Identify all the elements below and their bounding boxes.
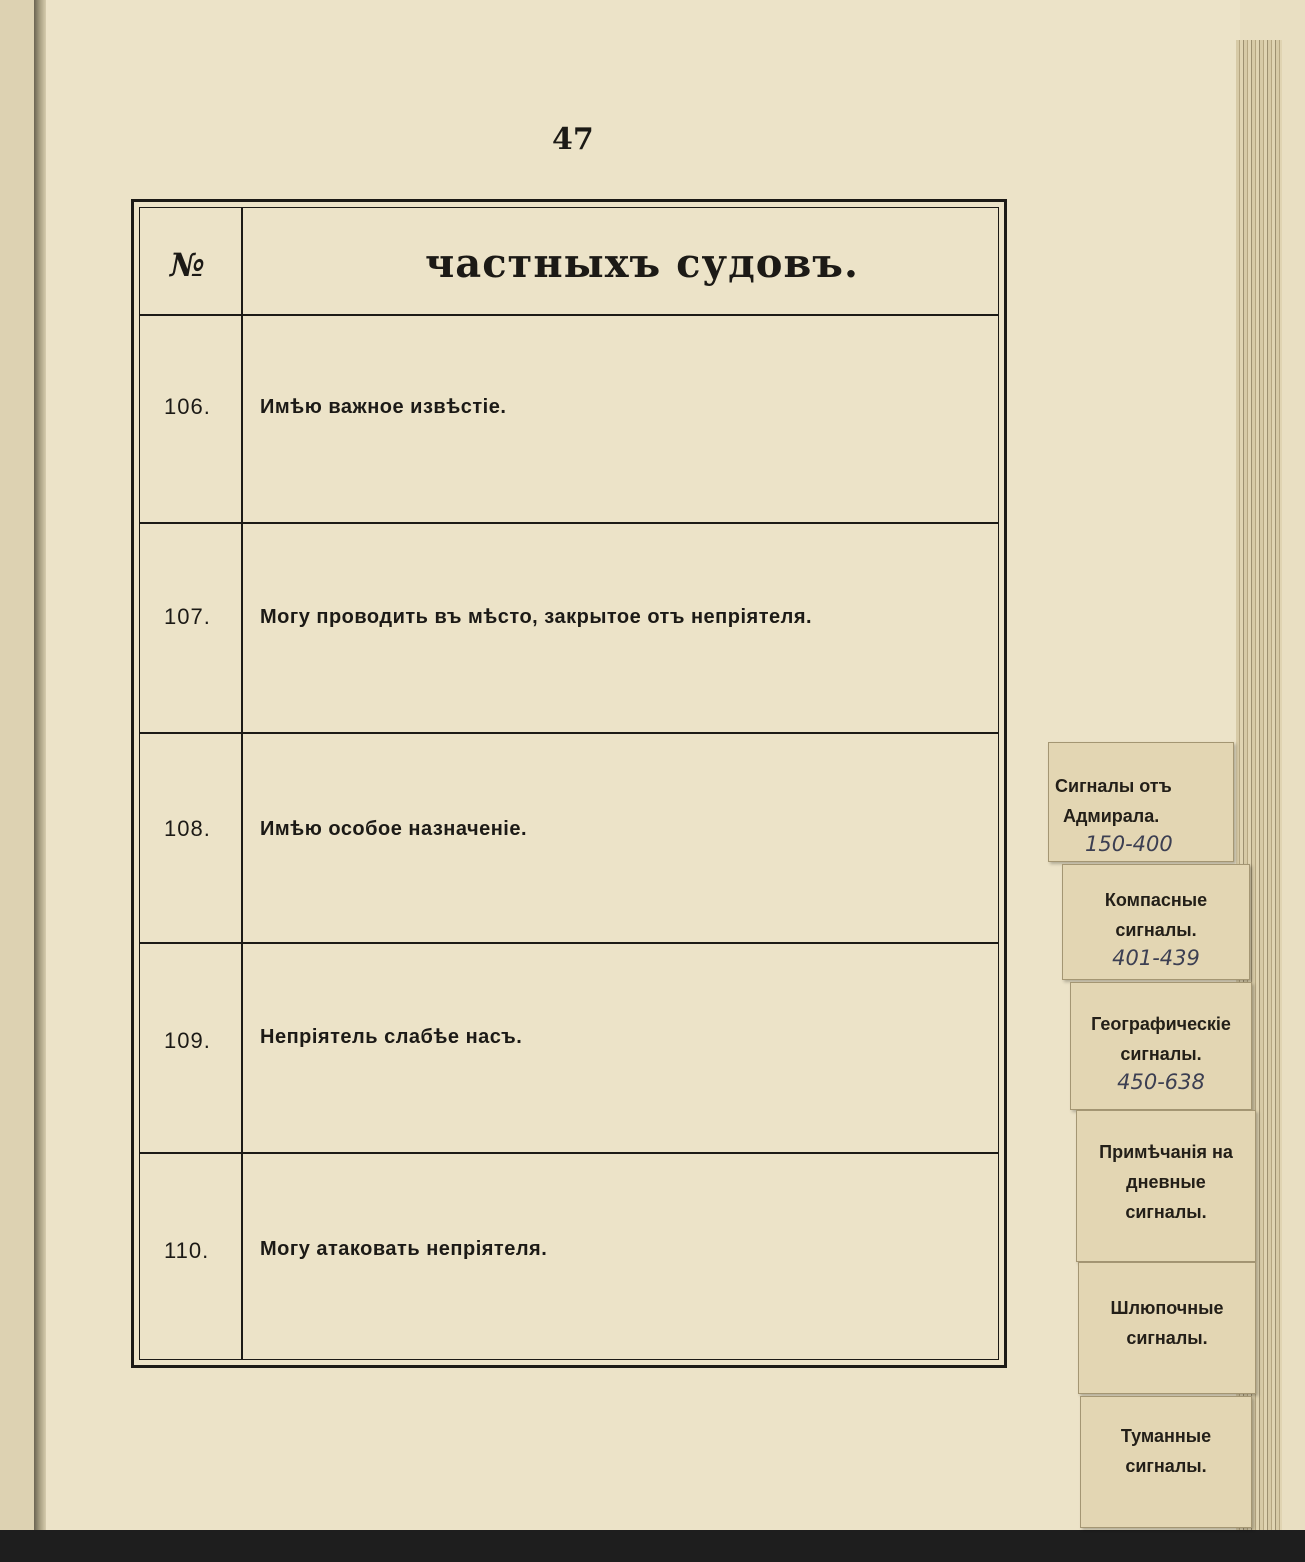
tab-label-line1: Сигналы отъ [1055, 776, 1172, 796]
signal-text: Могу атаковать непріятеля. [260, 1238, 548, 1260]
tab-boat-signals[interactable] [1078, 1262, 1256, 1394]
book-gutter [34, 0, 46, 1562]
tab-handwritten-range: 450-638 [1117, 1070, 1205, 1094]
tab-handwritten-range: 401-439 [1112, 946, 1200, 970]
signal-text: Имѣю важное извѣстіе. [260, 396, 507, 418]
signal-table [131, 199, 1007, 1368]
tab-label-line1: Туманные [1120, 1426, 1212, 1446]
tab-fog-signals[interactable] [1080, 1396, 1252, 1528]
signal-text: Могу проводить въ мѣсто, закрытое отъ непріятеля. [260, 606, 813, 628]
signal-number: 106. [164, 394, 211, 419]
table-row [140, 1152, 998, 1364]
tab-geographic-signals[interactable] [1070, 982, 1252, 1110]
signal-text: Непріятель слабѣе насъ. [260, 1026, 523, 1048]
table-title: частныхъ судовъ. [425, 240, 859, 287]
tab-label-line2: сигналы. [1120, 1044, 1202, 1064]
number-column-header: № [170, 246, 205, 284]
signal-number: 109. [164, 1028, 211, 1053]
signal-number: 110. [164, 1238, 210, 1263]
bottom-edge [0, 1530, 1305, 1562]
tab-label-line2: сигналы. [1125, 1456, 1207, 1476]
tab-admiral-signals[interactable] [1048, 742, 1234, 862]
page-number: 47 [552, 122, 594, 157]
signal-number: 107. [164, 604, 211, 629]
tab-label-line2: Адмирала. [1063, 806, 1160, 826]
tab-compass-signals[interactable] [1062, 864, 1250, 980]
tab-label-line2: сигналы. [1115, 920, 1197, 940]
tab-handwritten-range: 150-400 [1085, 832, 1173, 856]
table-row [140, 942, 998, 1154]
signal-number: 108. [164, 816, 211, 841]
tab-label-line1: Примѣчанія на [1099, 1142, 1233, 1162]
tab-day-signal-notes[interactable] [1076, 1110, 1256, 1262]
tab-label-line2: сигналы. [1126, 1328, 1208, 1348]
table-row [140, 732, 998, 944]
signal-text: Имѣю особое назначеніе. [260, 818, 528, 840]
table-row [140, 314, 998, 524]
tab-label-line1: Географическіе [1091, 1014, 1231, 1034]
tab-label-line2: дневные [1126, 1172, 1206, 1192]
tab-label-line1: Компасные [1104, 890, 1208, 910]
left-page-edge [0, 0, 34, 1562]
table-row [140, 522, 998, 734]
tab-label-line3: сигналы. [1125, 1202, 1207, 1222]
table-inner [139, 207, 999, 1360]
header-row [140, 208, 998, 314]
tab-label-line1: Шлюпочные [1110, 1298, 1224, 1318]
